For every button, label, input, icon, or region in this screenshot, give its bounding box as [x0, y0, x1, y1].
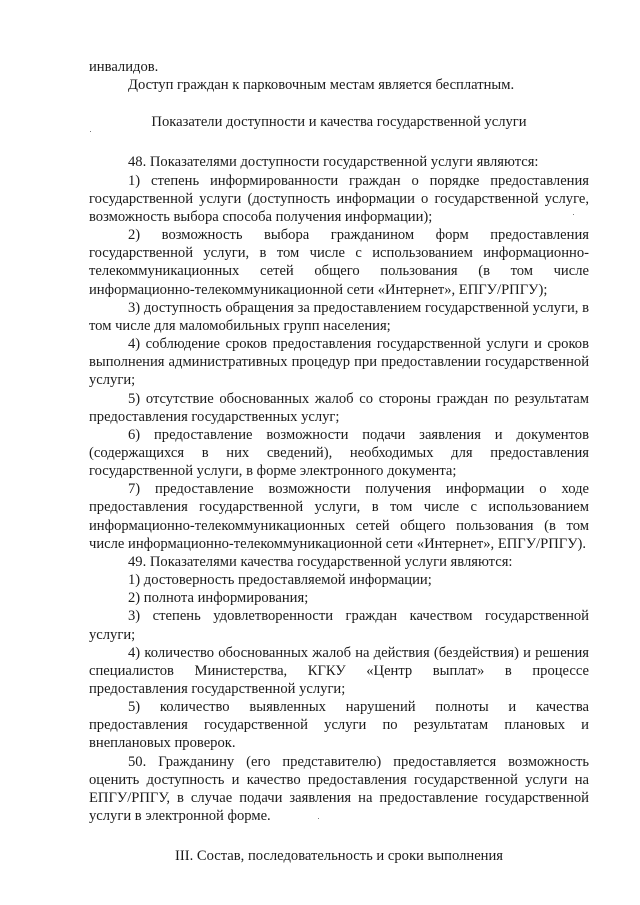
- scan-speck: [573, 214, 574, 215]
- accessibility-item-2: 2) возможность выбора гражданином форм предоставления государственной услуги, в том числе с использованием информационно-телекоммуникационных сетей общего пользования (в том числе информационно-телекоммуникационной сети «Интернет», ЕПГУ/РПГУ);: [89, 227, 589, 298]
- scan-speck: [318, 818, 319, 819]
- paragraph-50: 50. Гражданину (его представителю) предоставляется возможность оценить доступность и качество предоставления государственной услуги на ЕПГУ/РПГУ, в случае подачи заявления на предоставление государственной услуги в электронной форме.: [89, 753, 589, 825]
- spacer: [89, 131, 589, 153]
- continuation-text: инвалидов.: [89, 59, 159, 75]
- quality-item-4: 4) количество обоснованных жалоб на действия (бездействия) и решения специалистов Министерства, КГКУ «Центр выплат» в процессе предоставления государственной услуги;: [89, 644, 589, 697]
- section-heading: Показатели доступности и качества государственной услуги: [151, 114, 527, 131]
- quality-item-5: 5) количество выявленных нарушений полноты и качества предоставления государственной услуги по результатам плановых и внеплановых проверок.: [89, 699, 589, 752]
- accessibility-item-1: 1) степень информированности граждан о порядке предоставления государственной услуги (доступность информации о государственной услуге, возможность выбора способа получения информации);: [89, 172, 589, 225]
- quality-item-1: 1) достоверность предоставляемой информации;: [128, 572, 432, 589]
- quality-item-2: 2) полнота информирования;: [128, 590, 309, 607]
- spacer: [89, 825, 589, 847]
- accessibility-item-5: 5) отсутствие обоснованных жалоб со стороны граждан по результатам предоставления государственных услуг;: [89, 390, 589, 425]
- paragraph-49: 49. Показателями качества государственной услуги являются:: [128, 553, 513, 570]
- accessibility-item-3: 3) доступность обращения за предоставлением государственной услуги, в том числе для маломобильных групп населения;: [89, 299, 589, 334]
- paragraph-48: 48. Показателями доступности государственной услуги являются:: [128, 154, 539, 171]
- spacer: [89, 94, 589, 113]
- scan-speck: [90, 131, 91, 132]
- quality-item-3: 3) степень удовлетворенности граждан качеством государственной услуги;: [89, 608, 589, 643]
- document-page: [89, 58, 589, 865]
- next-section-heading: III. Состав, последовательность и сроки выполнения: [174, 848, 504, 865]
- accessibility-item-4: 4) соблюдение сроков предоставления государственной услуги и сроков выполнения административных процедур при предоставлении государственной услуги;: [89, 336, 589, 389]
- parking-free-paragraph: Доступ граждан к парковочным местам является бесплатным.: [128, 77, 515, 94]
- accessibility-item-7: 7) предоставление возможности получения информации о ходе предоставления государственной услуги, в том числе с использованием информационно-телекоммуникационных сетей общего пользования (в том числе информационно-телекоммуникационной сети «Интернет», ЕПГУ/РПГУ).: [89, 481, 589, 552]
- accessibility-item-6: 6) предоставление возможности подачи заявления и документов (содержащихся в них сведений), необходимых для предоставления государственной услуги, в форме электронного документа;: [89, 426, 589, 480]
